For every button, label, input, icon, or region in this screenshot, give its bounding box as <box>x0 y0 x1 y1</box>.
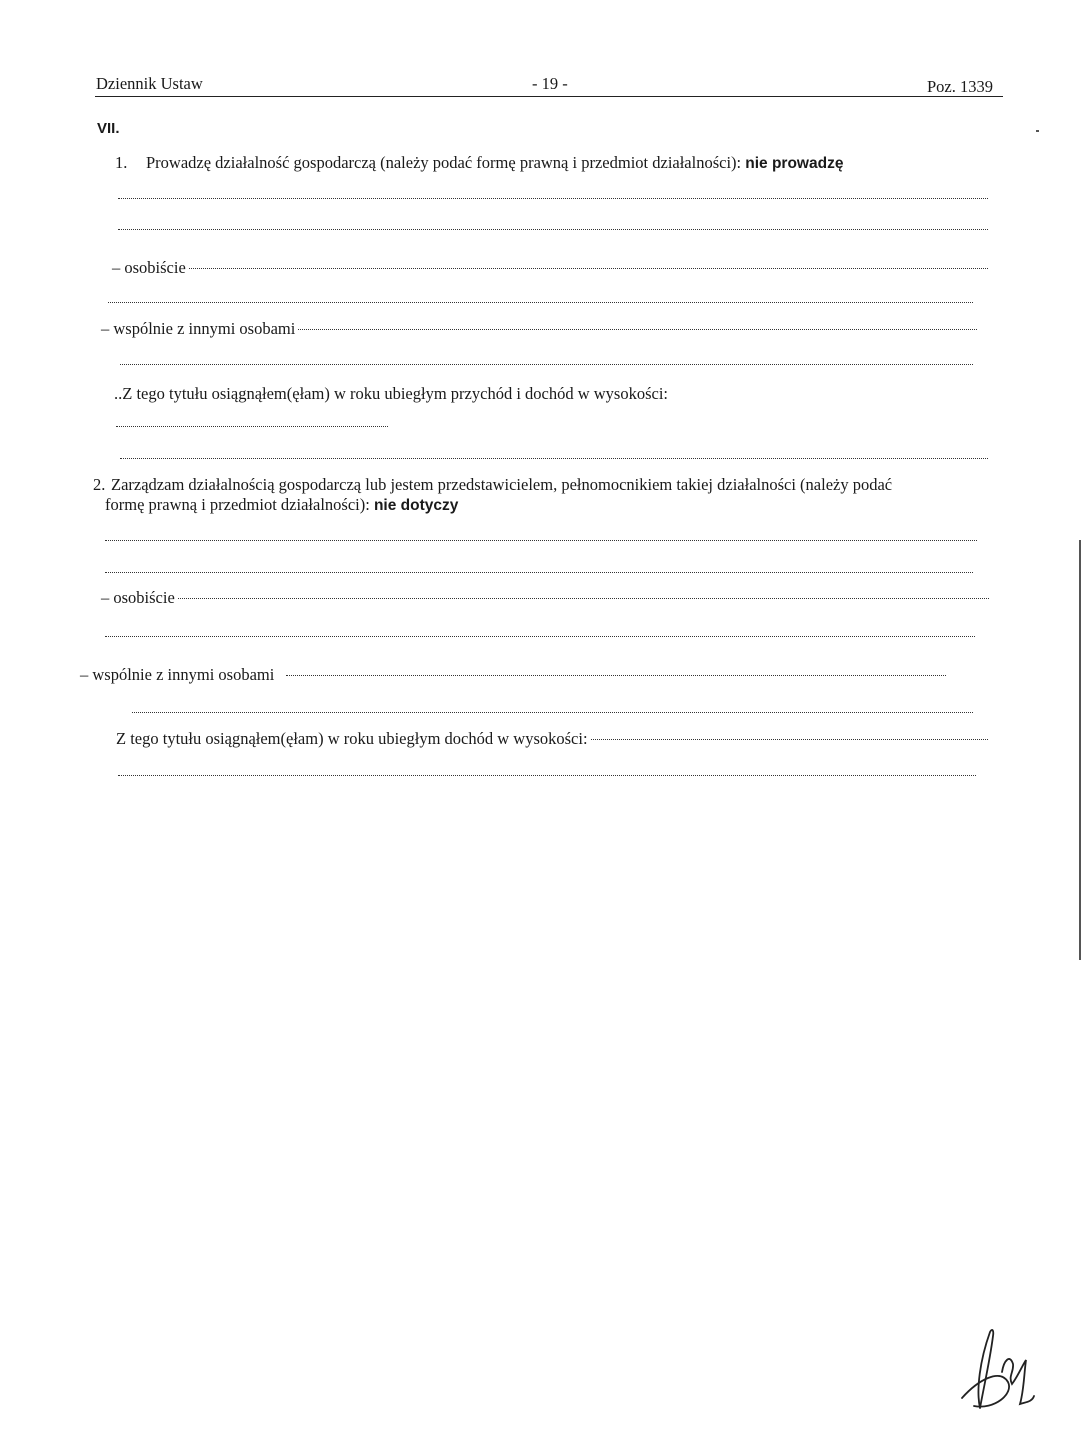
item1-number: 1. <box>115 153 128 172</box>
item2-income-row <box>116 729 988 749</box>
item1-personally-blank <box>189 268 988 269</box>
item2-jointly-blank <box>286 675 946 676</box>
item2-personally-label: – osobiście <box>101 588 175 607</box>
item2-jointly-label: – wspólnie z innymi osobami <box>80 665 275 684</box>
scan-edge-mark <box>1079 540 1081 960</box>
item2-personally-blank <box>178 598 989 599</box>
item2-number: 2. <box>93 475 106 494</box>
header-position: Poz. 1339 <box>927 77 993 96</box>
item1-jointly-label: – wspólnie z innymi osobami <box>101 319 296 338</box>
item1-personally-row <box>112 258 988 278</box>
scan-speck <box>1036 130 1039 132</box>
item1-answer: nie prowadzę <box>745 155 844 172</box>
item1-statement <box>146 153 843 173</box>
item2-income-blank <box>591 739 988 740</box>
item2-text-line1: Zarządzam działalnością gospodarczą lub jestem przedstawicielem, pełnomocnikiem takiej działalności (należy podać <box>111 475 893 494</box>
item1-blank-line-5 <box>120 458 988 459</box>
item2-blank-line-5 <box>118 775 976 776</box>
item2-answer: nie dotyczy <box>373 497 459 514</box>
item2-blank-line-3 <box>105 636 975 637</box>
item2-statement-line2 <box>105 495 458 515</box>
header-page-number: - 19 - <box>532 74 568 93</box>
item1-income-label: ..Z tego tytułu osiągnąłem(ęłam) w roku ubiegłym przychód i dochód w wysokości: <box>114 384 669 403</box>
signature-mark <box>950 1320 1050 1420</box>
item2-personally-row <box>101 588 989 608</box>
item1-jointly-row <box>101 319 977 339</box>
header-rule <box>95 96 1003 97</box>
item1-jointly-blank <box>298 329 977 330</box>
item1-blank-line-4 <box>120 364 973 365</box>
item1-blank-line-2 <box>118 229 988 230</box>
item2-blank-line-2 <box>105 572 973 573</box>
item2-jointly-row <box>80 665 946 685</box>
item1-blank-line-3 <box>108 302 973 303</box>
item1-personally-label: – osobiście <box>112 258 186 277</box>
item1-text: Prowadzę działalność gospodarczą (należy podać formę prawną i przedmiot działalności): <box>146 153 742 172</box>
item1-blank-line-1 <box>118 198 988 199</box>
section-number: VII. <box>97 120 120 137</box>
header-journal-title: Dziennik Ustaw <box>96 74 203 93</box>
item1-income-blank <box>116 426 388 427</box>
item2-blank-line-1 <box>105 540 977 541</box>
item2-text-line2: formę prawną i przedmiot działalności): <box>105 495 370 514</box>
item2-blank-line-4 <box>132 712 973 713</box>
item2-income-label: Z tego tytułu osiągnąłem(ęłam) w roku ubiegłym dochód w wysokości: <box>116 729 588 748</box>
